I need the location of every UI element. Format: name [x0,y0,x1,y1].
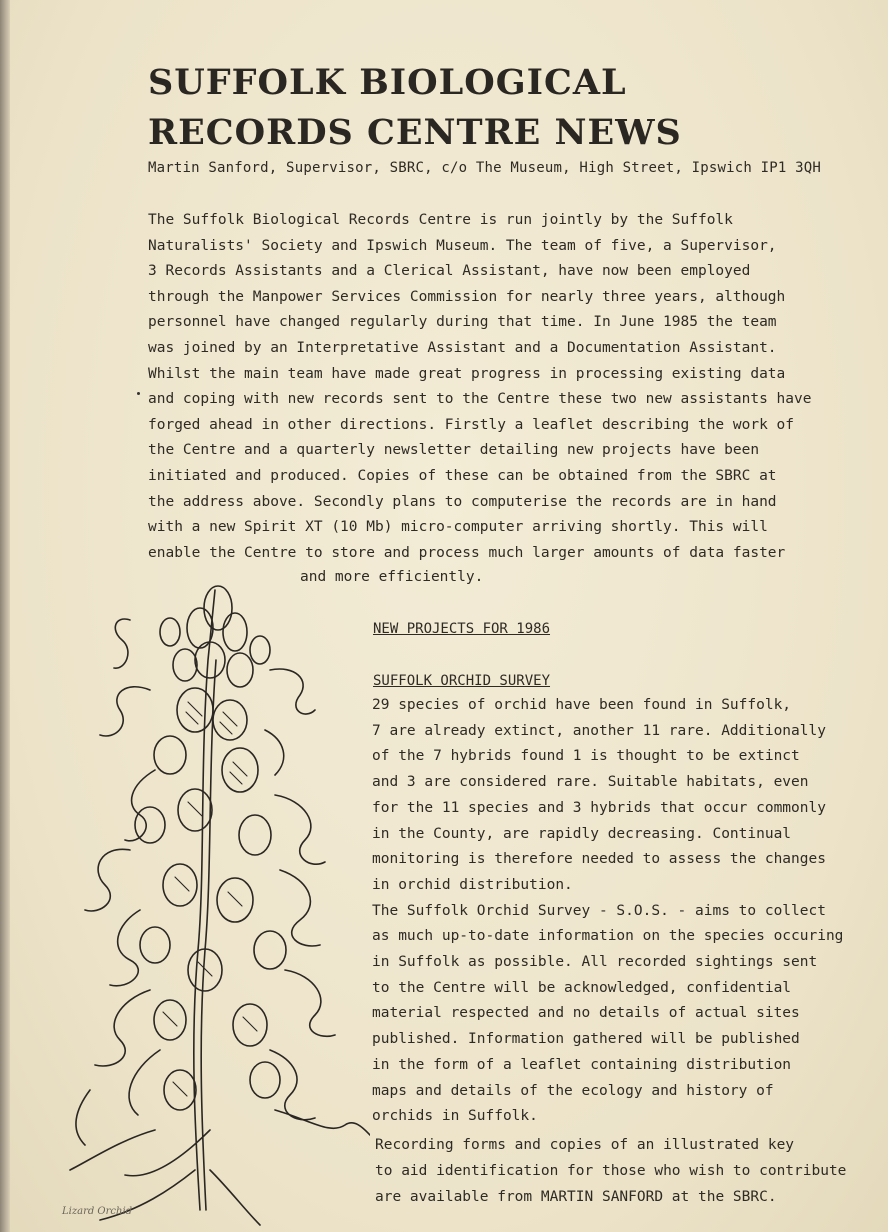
intro-line: was joined by an Interpretative Assistant and a Documentation Assistant. [148,339,777,356]
ink-speck [137,392,140,395]
survey-line: as much up-to-date information on the species occuring [372,928,844,945]
intro-line: enable the Centre to store and process much larger amounts of data faster [148,544,786,561]
page-edge-shadow [0,0,10,1232]
survey-line: to the Centre will be acknowledged, confidential [372,979,792,996]
closing-line: Recording forms and copies of an illustrated key [375,1137,795,1153]
survey-line: orchids in Suffolk. [372,1108,538,1125]
survey-line: The Suffolk Orchid Survey - S.O.S. - aims to collect [372,902,826,919]
intro-line: Naturalists' Society and Ipswich Museum. The team of five, a Supervisor, [148,237,777,254]
intro-line: The Suffolk Biological Records Centre is run jointly by the Suffolk [148,212,733,228]
intro-line: through the Manpower Services Commission for nearly three years, although [148,288,786,305]
newsletter-title [148,58,682,158]
intro-line: with a new Spirit XT (10 Mb) micro-computer arriving shortly. This will [148,519,768,536]
intro-line: the Centre and a quarterly newsletter detailing new projects have been [148,442,760,459]
survey-line: material respected and no details of actual sites [372,1005,800,1022]
heading-orchid-survey: SUFFOLK ORCHID SURVEY [373,673,551,689]
intro-line: initiated and produced. Copies of these can be obtained from the SBRC at [148,467,777,484]
recording-forms-text [375,1132,855,1210]
survey-line: in the form of a leaflet containing distribution [372,1056,792,1073]
orchid-stem [194,590,215,1210]
survey-line: of the 7 hybrids found 1 is thought to be extinct [372,748,800,765]
intro-line: forged ahead in other directions. Firstly a leaflet describing the work of [148,416,795,433]
survey-line: published. Information gathered will be published [372,1031,800,1048]
closing-line: are available from MARTIN SANFORD at the SBRC. [375,1189,777,1205]
illustration-caption: Lizard Orchid [62,1206,133,1217]
survey-line: in Suffolk as possible. All recorded sightings sent [372,954,818,971]
orchid-survey-text [372,693,852,1130]
intro-line: and coping with new records sent to the Centre these two new assistants have [148,391,812,408]
survey-line: in the County, are rapidly decreasing. Continual [372,825,792,842]
survey-line: 29 species of orchid have been found in Suffolk, [372,697,792,713]
intro-line: personnel have changed regularly during that time. In June 1985 the team [148,314,777,331]
title-line-1: SUFFOLK BIOLOGICAL [148,62,627,103]
survey-line: monitoring is therefore needed to assess the changes [372,851,826,868]
survey-line: in orchid distribution. [372,876,573,893]
intro-last-line: and more efficiently. [300,569,484,585]
survey-line: 7 are already extinct, another 11 rare. Additionally [372,722,826,739]
survey-line: and 3 are considered rare. Suitable habitats, even [372,774,809,791]
intro-paragraph [148,208,828,566]
closing-line: to aid identification for those who wish to contribute [375,1163,847,1179]
intro-line: Whilst the main team have made great progress in processing existing data [148,365,786,382]
intro-line: 3 Records Assistants and a Clerical Assistant, have now been employed [148,263,751,280]
survey-line: for the 11 species and 3 hybrids that occur commonly [372,799,826,816]
title-line-2: RECORDS CENTRE NEWS [148,112,682,153]
supervisor-address: Martin Sanford, Supervisor, SBRC, c/o The Museum, High Street, Ipswich IP1 3QH [148,160,822,176]
survey-line: maps and details of the ecology and history of [372,1082,774,1099]
heading-new-projects: NEW PROJECTS FOR 1986 [373,621,551,637]
lizard-orchid-illustration [30,570,370,1230]
intro-line: the address above. Secondly plans to computerise the records are in hand [148,493,777,510]
